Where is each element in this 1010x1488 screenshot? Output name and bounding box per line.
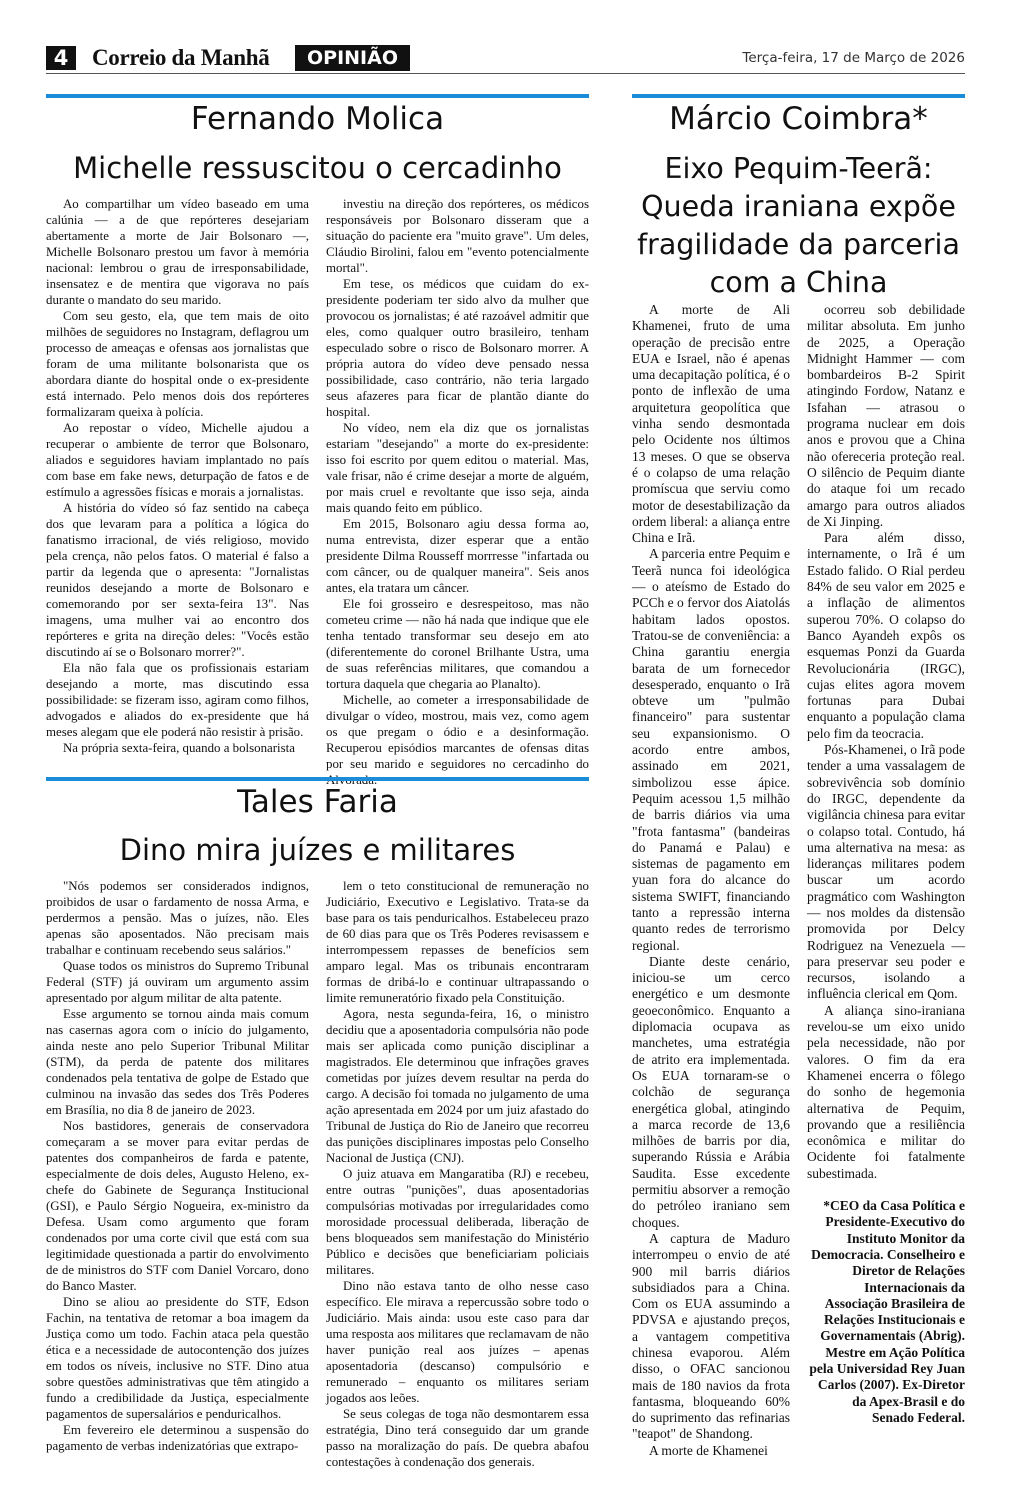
paragraph: Na própria sexta-feira, quando a bolsonarista <box>63 741 295 755</box>
paragraph: Em fevereiro ele determinou a suspensão do pagamento de verbas indenizatórias que extrapo- <box>46 1423 309 1453</box>
article-faria-col1 <box>46 878 309 1470</box>
paragraph: lem o teto constitucional de remuneração no Judiciário, Executivo e Legislativo. Trata-se da base para os tais penduricalhos. Estabeleceu prazo de 60 dias para que os Três Poderes revisassem e interrompessem repasses de benefícios sem amparo legal. Mas os tribunais encontraram formas de dribá-lo e continuar ultrapassando o limite remuneratório fixado pela Constituição. <box>326 879 589 1005</box>
article-coimbra-author: Márcio Coimbra* <box>669 101 928 137</box>
article-coimbra-title: Eixo Pequim-Teerã: Queda iraniana expõe fragilidade da parceria com a China <box>637 152 960 299</box>
paragraph: Ela não fala que os profissionais estariam desejando a morte, mas discutindo essa possibilidade: se fizeram isso, agiram como filhos, advogados e aliados do ex-presidente que há meses alegam que ele poderá não resistir à prisão. <box>46 661 309 739</box>
paragraph: Michelle, ao cometer a irresponsabilidade de divulgar o vídeo, mostrou, mais vez, como agem os que pregam o ódio e a desinformação. Recuperou episódios marcantes de ofensas ditas por seu marido e seguidores no cercadinho do <box>326 693 589 771</box>
paragraph: Em tese, os médicos que cuidam do ex-presidente poderiam ter sido alvo da mulher que provocou os jornalistas; é até razoável admitir que eles, como qualquer outro brasileiro, tenham especulado sobre o risco de Bolsonaro morrer. A própria autora do vídeo deve pensado nessa possibilidade, caso contrário, não teria largado seus afazeres para ficar de plantão diante do hospital. <box>326 277 589 419</box>
article-molica-top-bar <box>46 94 589 98</box>
paragraph: Ele foi grosseiro e desrespeitoso, mas não cometeu crime — não há nada que indique que ele tenha tentado transformar seu desejo em ato (diferentemente do coronel Brilhante Ustra, uma de suas referências militares, que comandou a tortura daquela que chegaria ao Planalto). <box>326 597 589 691</box>
page-number: 4 <box>46 46 76 70</box>
paragraph: Nos bastidores, generais de conservadora começaram a se mover para evitar perdas de patentes dos companheiros de farda e patente, especialmente de dois deles, Augusto Heleno, ex-chefe do Gabinete de Segurança Institucional (GSI), e Paulo Sérgio Nogueira, ex-ministro da Defesa. Usam como argumento que foram condenados por uma corte civil que está com sua legitimidade questionada a partir do envolvimento de de ministros do STF com Daniel Vorcaro, dono do Banco Master. <box>46 1119 309 1293</box>
article-coimbra-col1 <box>632 302 790 1459</box>
paragraph: Para além disso, internamente, o Irã é um Estado falido. O Rial perdeu 84% de seu valor em 2025 e a inflação de alimentos superou 70%. O colapso do Banco Ayandeh expôs os esquemas Ponzi da Guarda Revolucionária (IRGC), cujas elites agora movem fortunas para Dubai enquanto a população clama pelo fim da teocracia. <box>807 530 965 741</box>
paragraph: O juiz atuava em Mangaratiba (RJ) e recebeu, entre outras "punições", duas aposentadorias compulsórias motivadas por irregularidades como morosidade processual deliberada, liberação de bens bloqueados sem manifestação do Ministério Público e decisões que beneficiariam policiais militares. <box>326 1167 589 1277</box>
article-molica-body <box>46 196 589 788</box>
section-label: OPINIÃO <box>295 45 410 71</box>
paragraph: ocorreu sob debilidade militar absoluta. Em junho de 2025, a Operação Midnight Hammer — com bombardeiros B-2 Spirit atingindo Fordow, Natanz e Isfahan — atrasou o programa nuclear em dois anos e provou que a China não ofereceria proteção real. O silêncio de Pequim diante do ataque foi um recado amargo para outros aliados de Xi Jinping. <box>807 302 965 529</box>
paragraph: Com seu gesto, ela, que tem mais de oito milhões de seguidores no Instagram, deflagrou um processo de ameaças e ofensas aos jornalistas que foram de uma militante bolsonarista que os abordara diante do hospital onde o ex-presidente está internado. Pelo menos dois dos repórteres formalizaram queixa à polícia. <box>46 309 309 419</box>
paragraph: Agora, nesta segunda-feira, 16, o ministro decidiu que a aposentadoria compulsória não pode mais ser aplicada como punição disciplinar a magistrados. Ele determinou que infrações graves cometidas por juízes devem resultar na perda do cargo. A decisão foi tomada no julgamento de uma ação apresentada em 2024 por um juiz afastado do Tribunal de Justiça do Rio de Janeiro que recorreu das punições disciplinares impostas pelo Conselho Nacional de Justiça (CNJ). <box>326 1007 589 1165</box>
article-faria-body <box>46 878 589 1470</box>
paragraph: Ao repostar o vídeo, Michelle ajudou a recuperar o ambiente de terror que Bolsonaro, aliados e seguidores haviam implantado no país com base em fake news, deturpação de fatos e de estímulo a agressões físicas e morais a jornalistas. <box>46 421 309 499</box>
paragraph: "Nós podemos ser considerados indignos, proibidos de usar o fardamento de nossa Arma, e perdermos a pensão. Mas o juízes, não. Eles apenas são aposentados. Não precisam mais trabalhar e continuam recebendo seus salários." <box>46 879 309 957</box>
paragraph: A captura de Maduro interrompeu o envio de até 900 mil barris diários subsidiados para a China. Com os EUA assumindo a PDVSA e ajustando preços, a vantagem competitiva chinesa evaporou. Além disso, o OFAC sancionou mais de 180 navios da frota fantasma, bloqueando 60% do suprimento das refinarias "teapot" de Shandong. <box>632 1230 790 1442</box>
paragraph: Ao compartilhar um vídeo baseado em uma calúnia — a de que repórteres desejariam abertamente a morte de Jair Bolsonaro —, Michelle Bolsonaro prestou um favor à memória nacional: lembrou o grau de irresponsabilidade, insensatez e de mentira que vigorava no país durante o mandato do seu marido. <box>46 197 309 307</box>
paragraph: Esse argumento se tornou ainda mais comum nas casernas agora com o início do julgamento, ainda neste ano pelo Superior Tribunal Militar (STM), da perda de patente dos militares condenados pela tentativa de golpe de Estado que culminou na invasão das sedes dos Três Poderes em Brasília, no dia 8 de janeiro de 2023. <box>46 1007 309 1117</box>
paragraph: A aliança sino-iraniana revelou-se um eixo unido pela necessidade, não por valores. O fim da era Khamenei encerra o fôlego do sonho de hegemonia alternativa de Pequim, provando que a resiliência econômica e militar do Ocidente foi fatalmente subestimada. <box>807 1002 965 1181</box>
article-molica-col2 <box>326 196 589 788</box>
article-faria-top-bar <box>46 777 589 781</box>
article-molica-col1 <box>46 196 309 788</box>
author-bio: *CEO da Casa Política e Presidente-Executivo do Instituto Monitor da Democracia. Conselheiro e Diretor de Relações Internacionais da Associação Brasileira de Relações Institucionais e Governamentais (Abrig). Mestre em Ação Política pela Universidad Rey Juan Carlos (2007). Ex-Diretor da Apex-Brasil e do Senado Federal. <box>809 1198 965 1425</box>
paragraph: No vídeo, nem ela diz que os jornalistas estariam "desejando" a morte do ex-presidente: isso foi escrito por quem editou o material. Mas, vale frisar, não é crime desejar a morte de alguém, por mais cruel e revoltante que isso seja, ainda mais quando feito em público. <box>326 421 589 515</box>
article-faria-title: Dino mira juízes e militares <box>119 833 516 867</box>
paragraph: Pós-Khamenei, o Irã pode tender a uma vassalagem de sobrevivência sob domínio do IRGC, dependente da vigilância chinesa para evitar o colapso total. Contudo, há uma alternativa na mesa: as lideranças militares podem buscar um acordo pragmático com Washington — nos moldes da distensão promovida por Delcy Rodriguez na Venezuela — para preservar seu poder e recursos, isolando a influência clerical em Qom. <box>807 742 965 1002</box>
paragraph: A parceria entre Pequim e Teerã nunca foi ideológica — o ateísmo de Estado do PCCh e o fervor dos Aiatolás habitam lados opostos. Tratou-se de conveniência: a China garantiu energia barata de um fornecedor desesperado, enquanto o Irã obteve um "pulmão financeiro" para sustentar seu expansionismo. O acordo entre ambos, assinado em 2021, simbolizou esse ápice. Pequim acessou 1,5 milhão de barris diários via uma "frota fantasma" (bandeiras do Panamá e Palau) e sistemas de pagamento em yuan fora do alcance do sistema SWIFT, financiando tanto a repressão interna quanto redes de terrorismo regional. <box>632 546 790 953</box>
paragraph: A morte de Khamenei <box>649 1442 768 1458</box>
header-rule <box>46 73 965 74</box>
article-coimbra-body <box>632 302 965 1459</box>
article-coimbra-top-bar <box>632 94 965 98</box>
paragraph: Quase todos os ministros do Supremo Tribunal Federal (STF) já ouviram um argumento assim apresentado por algum militar de alta patente. <box>46 959 309 1005</box>
paragraph: Dino se aliou ao presidente do STF, Edson Fachin, na tentativa de retomar a boa imagem da Justiça como um todo. Fachin ataca pela questão ética e a necessidade de autocontenção dos juízes em todos os níveis, inclusive no STF. Dino atua sobre questões administrativas que têm atingido a fundo a credibilidade da Justiça, especialmente pagamentos de supersalários e penduricalhos. <box>46 1295 309 1421</box>
paragraph: investiu na direção dos repórteres, os médicos responsáveis por Bolsonaro disseram que a situação do paciente era "muito grave". Um deles, Cláudio Birolini, falou em "evento potencialmente mortal". <box>326 197 589 275</box>
article-coimbra-col2 <box>807 302 965 1459</box>
paragraph: Se seus colegas de toga não desmontarem essa estratégia, Dino terá conseguido dar um grande passo na moralização do país. De quebra abafou contestações à condenação dos generais. <box>326 1407 589 1469</box>
paragraph: Diante deste cenário, iniciou-se um cerco energético e um desmonte geoeconômico. Enquanto a diplomacia ocupava as manchetes, uma estratégia de atrito era implementada. Os EUA tornaram-se o colchão de segurança energética global, atingindo a marca recorde de 13,6 milhões de barris por dia, superando Rússia e Arábia Saudita. Esse excedente permitiu absorver a remoção do petróleo iraniano sem choques. <box>632 953 790 1230</box>
paragraph: A morte de Ali Khamenei, fruto de uma operação de precisão entre EUA e Israel, não é apenas uma decapitação política, é o ponto de inflexão de uma arquitetura geopolítica que vinha sendo desmontada pelo Ocidente nos últimos 13 meses. O que se observa é o colapso de uma relação promíscua que serviu como motor de desestabilização da ordem liberal: a aliança entre China e Irã. <box>632 302 790 546</box>
article-faria-author: Tales Faria <box>237 784 398 820</box>
article-faria-col2 <box>326 878 589 1470</box>
paragraph: A história do vídeo só faz sentido na cabeça dos que levaram para a política a lógica do fanatismo irracional, de viés religioso, movido pela crença, não pelos fatos. O material é falso a partir da legenda que o apresenta: "Jornalistas reunidos desejando a morte de Bolsonaro e comemorando por ser sexta-feira 13". Nas imagens, uma mulher vai ao encontro dos repórteres e grita na direção deles: "Vocês estão discutindo aí se o Bolsonaro morrer?". <box>46 501 309 659</box>
article-molica-title: Michelle ressuscitou o cercadinho <box>73 151 562 185</box>
paragraph: Dino não estava tanto de olho nesse caso específico. Ele mirava a repercussão sobre todo o Judiciário. Mais ainda: usou este caso para dar uma resposta aos militares que reclamavam de não haver punição real aos juízes – apenas aposentadoria (descanso) compulsório e remunerado – enquanto os militares seriam jogados aos leões. <box>326 1279 589 1405</box>
issue-date: Terça-feira, 17 de Março de 2026 <box>742 50 965 66</box>
paragraph: Em 2015, Bolsonaro agiu dessa forma ao, numa entrevista, dizer esperar que a então presidente Dilma Rousseff morrresse "infartada ou com câncer, ou de qualquer maneira". Seis anos antes, ela tratara um câncer. <box>326 517 589 595</box>
article-molica-author: Fernando Molica <box>190 101 445 137</box>
newspaper-logo: Correio da Manhã <box>92 45 270 70</box>
